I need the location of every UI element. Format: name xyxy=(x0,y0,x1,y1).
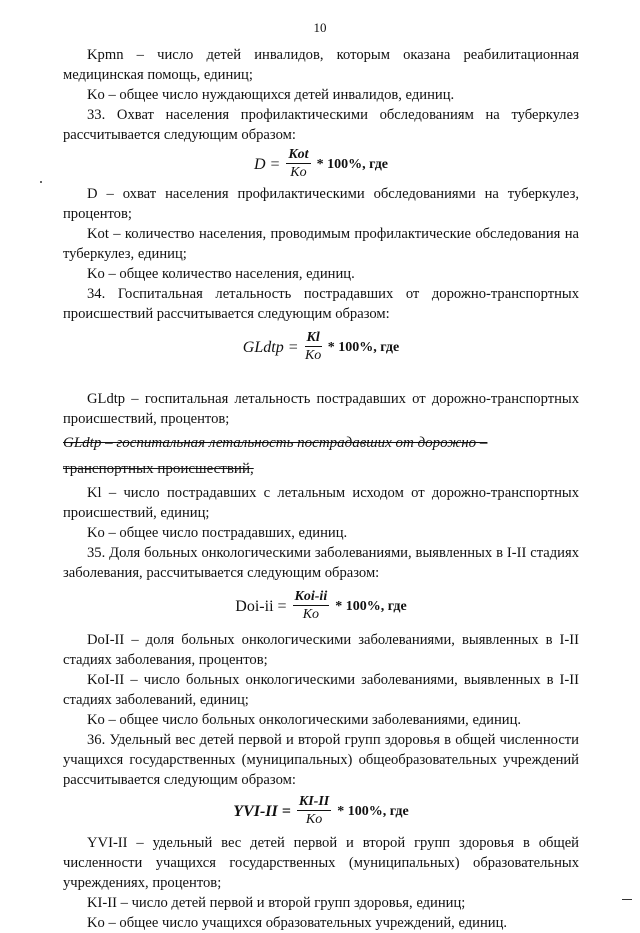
formula-lhs: Doi-ii = xyxy=(235,597,287,615)
paragraph-section-35: 35. Доля больных онкологическими заболеваниями, выявленных в I-II стадиях заболевания, рассчитывается следующим образом: xyxy=(63,545,579,581)
fraction xyxy=(297,794,331,829)
paragraph: Kо – общее число нуждающихся детей инвалидов, единиц. xyxy=(87,87,455,103)
fraction xyxy=(293,589,330,624)
denominator: Kо xyxy=(305,812,323,827)
fraction xyxy=(286,147,310,182)
formula-lhs: D = xyxy=(253,155,281,173)
paragraph: Kрmn – число детей инвалидов, которым оказана реабилитационная медицинская помощь, единиц; xyxy=(63,47,579,83)
page-number: 10 xyxy=(313,20,327,35)
struck-line: GLdtp – госпитальная летальность пострадавших от дорожно – xyxy=(63,435,488,451)
formula-rest: * 100%, где xyxy=(327,339,400,355)
paragraph: D – охват населения профилактическими обследованиями на туберкулез, процентов; xyxy=(63,186,579,222)
corner-mark xyxy=(622,899,632,900)
formula-rest: * 100%, где xyxy=(335,598,407,614)
margin-mark xyxy=(40,181,42,183)
paragraph-section-33: 33. Охват населения профилактическими обследованиям на туберкулез рассчитывается следующим образом: xyxy=(63,107,579,143)
denominator: Kо xyxy=(304,348,322,363)
formula-rest: * 100%, где xyxy=(337,803,409,819)
paragraph: KI-II – число детей первой и второй групп здоровья, единиц; xyxy=(87,895,466,911)
formula-health-groups xyxy=(63,794,579,829)
paragraph: Ko – общее число больных онкологическими заболеваниями, единиц. xyxy=(87,712,522,728)
formula-rest: * 100%, где xyxy=(316,156,389,172)
paragraph: KoI-II – число больных онкологическими заболеваниями, выявленных в I-II стадиях заболеваний, единиц; xyxy=(63,672,579,708)
numerator: KI-II xyxy=(298,794,330,809)
paragraph: Kl – число пострадавших с летальным исходом от дорожно-транспортных происшествий, единиц; xyxy=(63,485,579,521)
paragraph-section-36: 36. Удельный вес детей первой и второй групп здоровья в общей численности учащихся государственных (муниципальных) общеобразовательных учреждений рассчитывается следующим образом: xyxy=(63,732,579,788)
formula-lethality xyxy=(63,330,579,365)
fraction xyxy=(305,330,322,365)
paragraph-section-34: 34. Госпитальная летальность пострадавших от дорожно-транспортных происшествий рассчитывается следующим образом: xyxy=(63,286,579,322)
struck-text xyxy=(63,433,579,479)
paragraph: Kо – общее количество населения, единиц. xyxy=(87,266,355,282)
formula-oncology xyxy=(63,589,579,624)
paragraph: Kо – общее число учащихся образовательных учреждений, единиц. xyxy=(87,915,508,931)
paragraph: DoI-II – доля больных онкологическими заболеваниями, выявленных в I-II стадиях заболевания, процентов; xyxy=(63,632,579,668)
paragraph: GLdtp – госпитальная летальность пострадавших от дорожно-транспортных происшествий, процентов; xyxy=(63,391,579,427)
formula-lhs: GLdtp = xyxy=(242,338,299,356)
numerator: Koi-ii xyxy=(294,589,328,604)
document-body xyxy=(63,45,579,933)
paragraph: Kot – количество населения, проводимым профилактические обследования на туберкулез, единиц; xyxy=(63,226,579,262)
struck-line: транспортных происшествий, xyxy=(63,461,254,477)
denominator: Kо xyxy=(302,607,320,622)
paragraph: YVI-II – удельный вес детей первой и второй групп здоровья в общей численности учащихся государственных (муниципальных) образовательных учреждениях, процентов; xyxy=(63,835,579,891)
paragraph: Kо – общее число пострадавших, единиц. xyxy=(87,525,348,541)
numerator: Kl xyxy=(306,330,320,345)
formula-coverage xyxy=(63,147,579,182)
denominator: Kо xyxy=(290,165,307,180)
formula-lhs: YVI-II = xyxy=(233,802,291,820)
numerator: Kоt xyxy=(288,147,309,162)
